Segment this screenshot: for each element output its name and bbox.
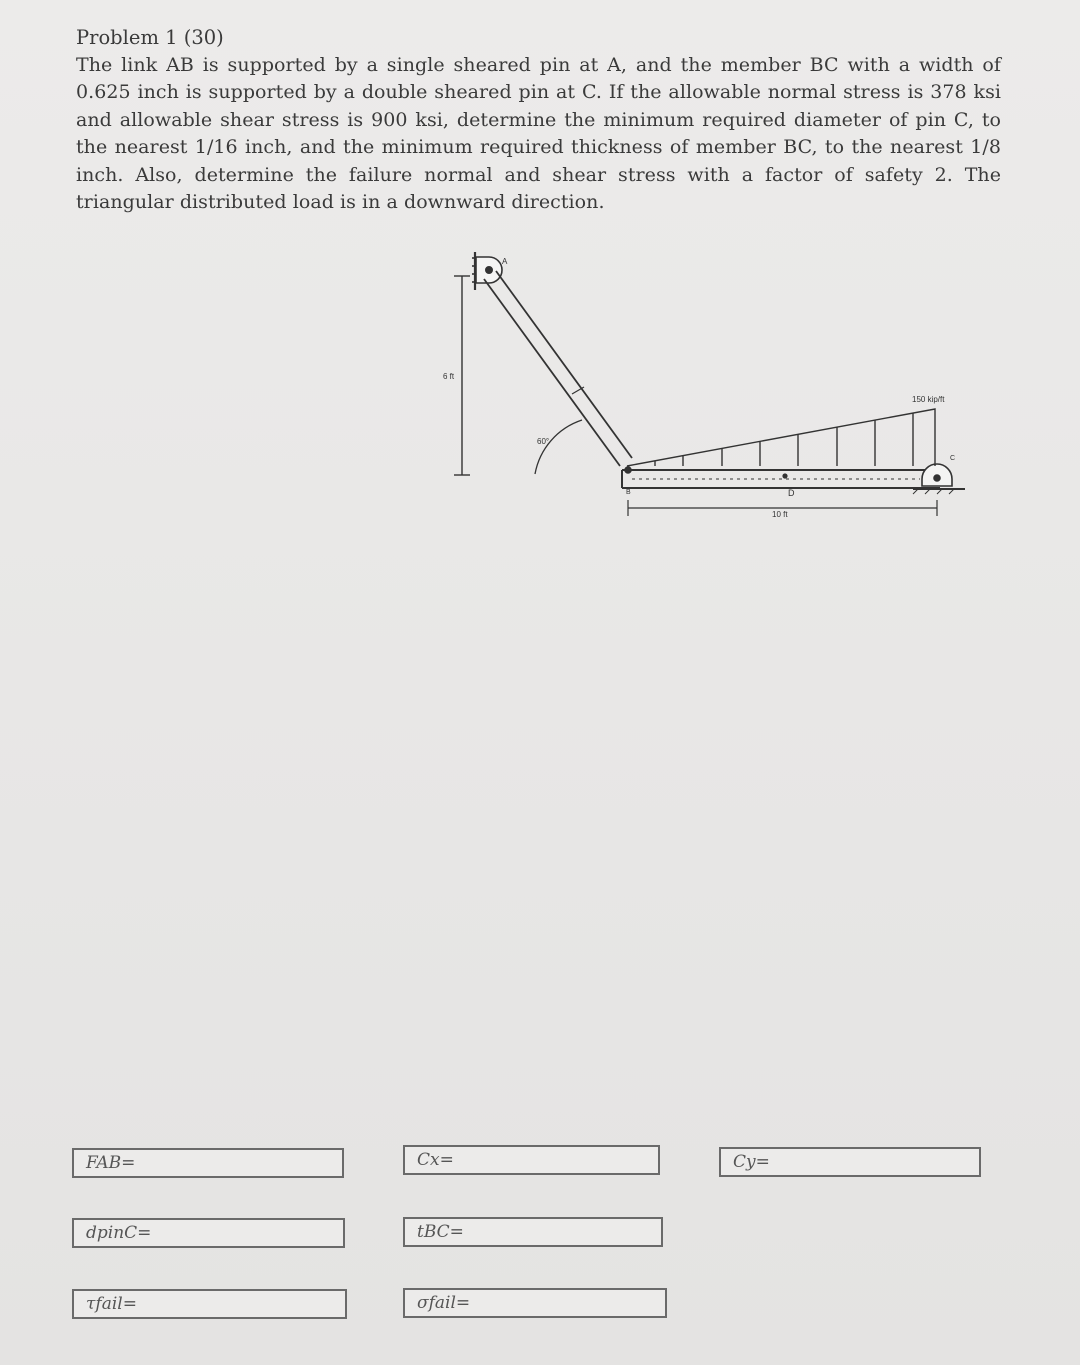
label-a: A	[502, 257, 508, 266]
answer-label-sigma-fail: σfail=	[417, 1293, 471, 1313]
answer-field-t-bc[interactable]	[403, 1217, 663, 1247]
label-b: B	[626, 489, 631, 496]
answer-label-c-y: Cy=	[733, 1152, 770, 1172]
distributed-load	[627, 409, 935, 466]
problem-title: Problem 1 (30)	[76, 26, 224, 49]
answer-label-f-ab: FAB=	[86, 1153, 136, 1173]
answer-field-f-ab[interactable]	[72, 1148, 344, 1178]
answer-label-d-pin-c: dpinC=	[86, 1223, 152, 1243]
pin-support-c	[913, 464, 965, 494]
height-dim-label: 6 ft	[443, 372, 455, 381]
span-dim-label: 10 ft	[772, 510, 788, 519]
joint-b	[625, 467, 631, 473]
angle-arc	[535, 420, 582, 474]
answer-field-c-y[interactable]	[719, 1147, 981, 1177]
label-d: D	[788, 488, 795, 498]
member-bc	[622, 470, 940, 488]
load-label: 150 kip/ft	[912, 395, 945, 404]
problem-text: The link AB is supported by a single sheared pin at A, and the member BC with a width of 0.625 inch is supported by a double sheared pin at C. If the allowable normal stress is 378 ksi and allowable shear stress is 900 ksi, determine the minimum required diameter of pin C, to the nearest 1/16 inch, and the minimum required thickness of member BC, to the nearest 1/8 inch. Also, determine the failure normal and shear stress with a factor of safety 2. The triangular distributed load is in a downward direction.	[76, 53, 1001, 213]
point-d	[783, 474, 787, 478]
answer-field-d-pin-c[interactable]	[72, 1218, 345, 1248]
answer-field-sigma-fail[interactable]	[403, 1288, 667, 1318]
truss-diagram	[0, 0, 1080, 560]
label-c: C	[950, 455, 956, 462]
answer-field-tau-fail[interactable]	[72, 1289, 347, 1319]
answer-label-tau-fail: τfail=	[86, 1294, 137, 1314]
answer-field-c-x[interactable]	[403, 1145, 660, 1175]
answer-label-c-x: Cx=	[417, 1150, 454, 1170]
link-ab	[484, 271, 632, 466]
answer-label-t-bc: tBC=	[417, 1222, 464, 1242]
angle-label: 60°	[537, 437, 550, 446]
